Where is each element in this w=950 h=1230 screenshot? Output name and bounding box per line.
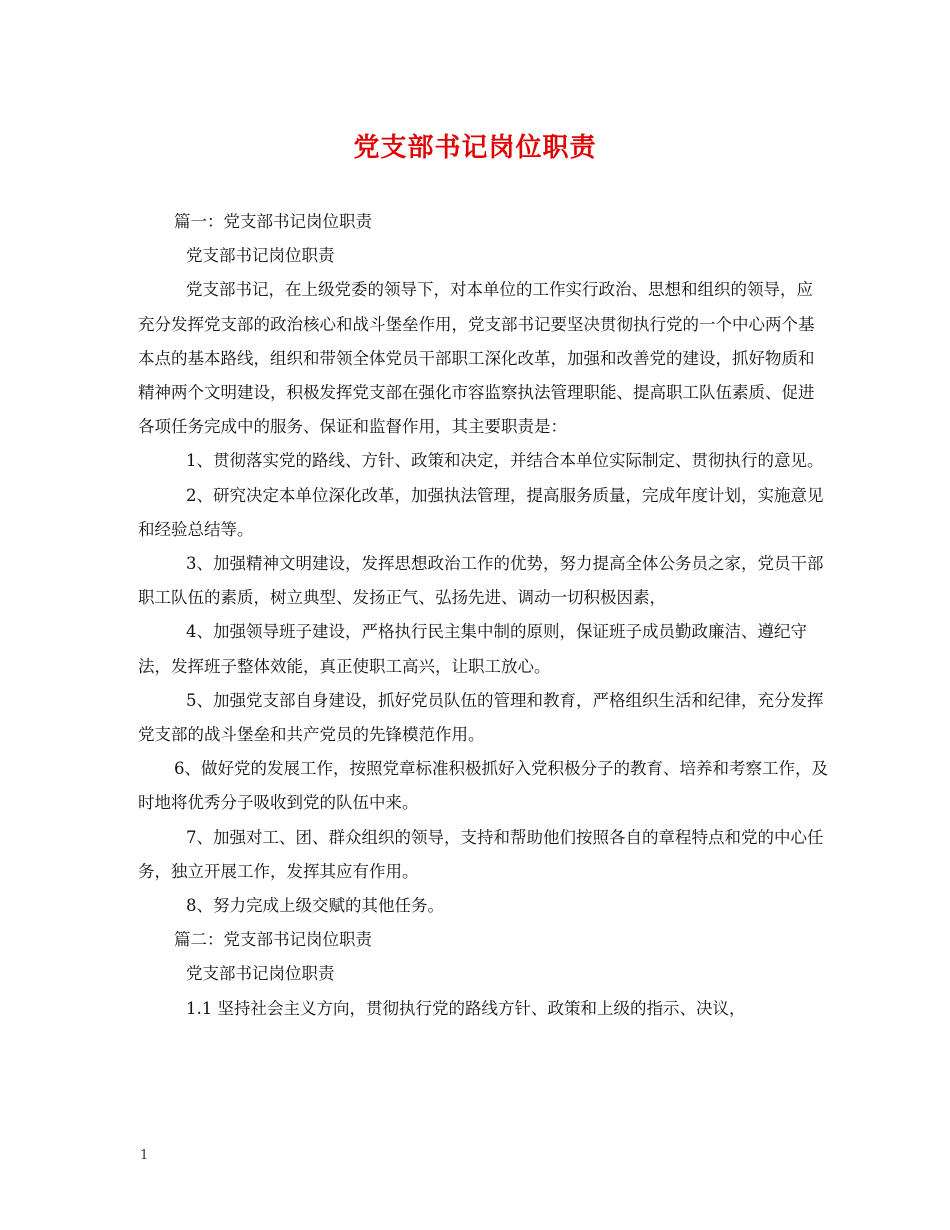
duty-item-5: 5、加强党支部自身建设，抓好党员队伍的管理和教育，严格组织生活和纪律，充分发挥党支部的战斗堡垒和共产党员的先锋模范作用。: [138, 690, 824, 745]
duty-item-1: 1、贯彻落实党的路线、方针、政策和决定，并结合本单位实际制定、贯彻执行的意见。: [186, 451, 824, 471]
page-number: 1: [140, 1148, 149, 1163]
duty-item-7: 7、加强对工、团、群众组织的领导，支持和帮助他们按照各自的章程特点和党的中心任务，独立开展工作，发挥其应有作用。: [138, 827, 824, 881]
section-heading-1: 篇一：党支部书记岗位职责: [174, 212, 372, 231]
duty-item-4: 4、加强领导班子建设，严格执行民主集中制的原则，保证班子成员勤政廉洁、遵纪守法，发挥班子整体效能，真正使职工高兴，让职工放心。: [138, 622, 807, 676]
intro-paragraph: 党支部书记，在上级党委的领导下，对本单位的工作实行政治、思想和组织的领导，应充分发挥党支部的政治核心和战斗堡垒作用，党支部书记要坚决贯彻执行党的一个中心两个基本点的基本路线，组织和带领全体党员干部职工深化改革，加强和改善党的建设，抓好物质和精神两个文明建设，积极发挥党支部在强化市容监察执法管理职能、提高职工队伍素质、促进各项任务完成中的服务、保证和监督作用，其主要职责是：: [138, 280, 815, 437]
clause-1-1: 1.1 坚持社会主义方向，贯彻执行党的路线方针、政策和上级的指示、决议，: [186, 998, 746, 1018]
duty-item-2: 2、研究决定本单位深化改革，加强执法管理，提高服务质量，完成年度计划，实施意见和经验总结等。: [138, 485, 824, 539]
section-heading-2: 篇二：党支部书记岗位职责: [174, 930, 372, 950]
duty-item-6: 6、做好党的发展工作，按照党章标准积极抓好入党积极分子的教育、培养和考察工作，及时地将优秀分子吸收到党的队伍中来。: [138, 759, 828, 813]
subheading-1: 党支部书记岗位职责: [186, 246, 335, 266]
duty-item-8: 8、努力完成上级交赋的其他任务。: [186, 896, 444, 916]
duty-item-3: 3、加强精神文明建设，发挥思想政治工作的优势，努力提高全体公务员之家，党员干部职工队伍的素质，树立典型、发扬正气、弘扬先进、调动一切积极因素，: [138, 554, 824, 608]
document-title: 党支部书记岗位职责: [353, 133, 597, 163]
subheading-2: 党支部书记岗位职责: [186, 964, 335, 984]
document-body: [138, 205, 828, 1026]
